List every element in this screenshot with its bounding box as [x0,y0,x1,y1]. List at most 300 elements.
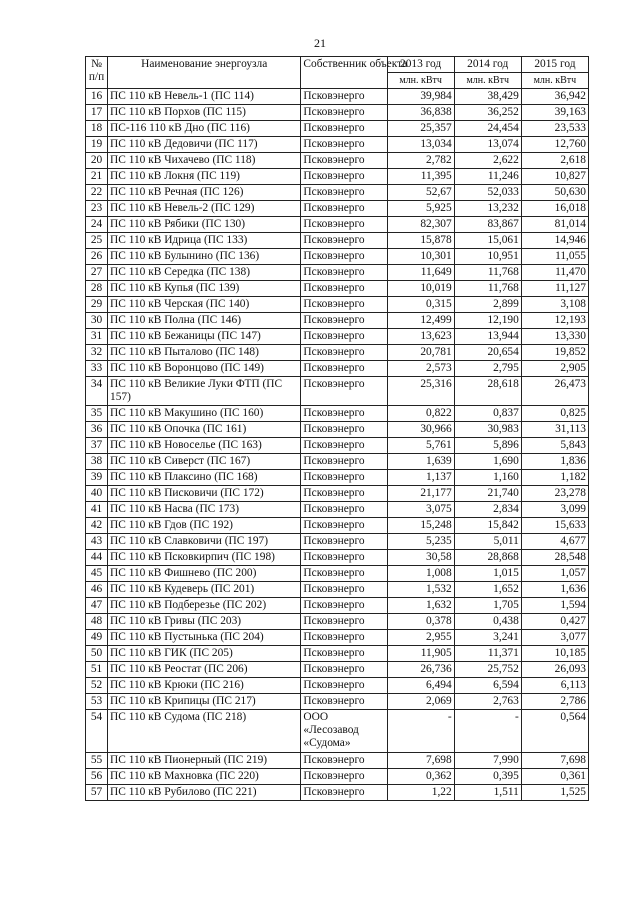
row-number: 37 [86,438,108,454]
table-row [86,710,589,753]
table-row [86,345,589,361]
value-2013: 5,761 [387,438,454,454]
substation-name: ПС 110 кВ Реостат (ПС 206) [108,662,301,678]
value-2013: 11,905 [387,646,454,662]
table-row [86,582,589,598]
table-row [86,377,589,406]
value-2013: 12,499 [387,313,454,329]
owner-name: Псковэнерго [301,169,387,185]
table-row [86,329,589,345]
table-row [86,502,589,518]
table-row [86,486,589,502]
row-number: 23 [86,201,108,217]
table-row [86,297,589,313]
value-2014: 2,899 [454,297,521,313]
value-2013: 1,22 [387,785,454,801]
value-2014: 6,594 [454,678,521,694]
value-2014: 13,074 [454,137,521,153]
owner-name: Псковэнерго [301,345,387,361]
substation-name: ПС 110 кВ Порхов (ПС 115) [108,105,301,121]
substation-name: ПС 110 кВ Славковичи (ПС 197) [108,534,301,550]
table-row [86,169,589,185]
value-2014: 11,768 [454,281,521,297]
value-2014: 1,690 [454,454,521,470]
substation-name: ПС 110 кВ Судома (ПС 218) [108,710,301,753]
substation-name: ПС 110 кВ Опочка (ПС 161) [108,422,301,438]
substation-name: ПС-116 110 кВ Дно (ПС 116) [108,121,301,137]
header-unit-2013: млн. кВтч [387,73,454,89]
value-2013: 21,177 [387,486,454,502]
value-2013: 3,075 [387,502,454,518]
value-2013: 15,878 [387,233,454,249]
table-row [86,470,589,486]
table-row [86,406,589,422]
header-name: Наименование энергоузла [108,57,301,89]
table-row [86,153,589,169]
value-2013: 2,782 [387,153,454,169]
value-2015: 1,057 [521,566,588,582]
substation-name: ПС 110 кВ Рябики (ПС 130) [108,217,301,233]
value-2013: 25,357 [387,121,454,137]
value-2015: 16,018 [521,201,588,217]
table-row [86,422,589,438]
value-2015: 12,193 [521,313,588,329]
row-number: 33 [86,361,108,377]
row-number: 19 [86,137,108,153]
owner-name: Псковэнерго [301,769,387,785]
value-2014: 1,652 [454,582,521,598]
substation-name: ПС 110 кВ Купья (ПС 139) [108,281,301,297]
value-2013: 0,822 [387,406,454,422]
substation-name: ПС 110 кВ Плаксино (ПС 168) [108,470,301,486]
owner-name: Псковэнерго [301,694,387,710]
substation-name: ПС 110 кВ Сиверст (ПС 167) [108,454,301,470]
table-row [86,201,589,217]
page-number: 21 [314,36,326,50]
value-2014: 52,033 [454,185,521,201]
value-2014: 21,740 [454,486,521,502]
owner-name: Псковэнерго [301,566,387,582]
owner-name: Псковэнерго [301,470,387,486]
value-2014: 1,511 [454,785,521,801]
value-2014: 20,654 [454,345,521,361]
value-2015: 5,843 [521,438,588,454]
row-number: 27 [86,265,108,281]
row-number: 28 [86,281,108,297]
substation-name: ПС 110 кВ Воронцово (ПС 149) [108,361,301,377]
row-number: 18 [86,121,108,137]
substation-name: ПС 110 кВ Гривы (ПС 203) [108,614,301,630]
value-2013: 0,378 [387,614,454,630]
value-2015: 26,093 [521,662,588,678]
table-row [86,769,589,785]
substation-name: ПС 110 кВ Писковичи (ПС 172) [108,486,301,502]
value-2015: 23,278 [521,486,588,502]
owner-name: Псковэнерго [301,598,387,614]
row-number: 51 [86,662,108,678]
value-2014: 12,190 [454,313,521,329]
owner-name: Псковэнерго [301,361,387,377]
value-2013: 30,966 [387,422,454,438]
table-row [86,614,589,630]
row-number: 20 [86,153,108,169]
row-number: 29 [86,297,108,313]
row-number: 48 [86,614,108,630]
owner-name: Псковэнерго [301,454,387,470]
owner-name: Псковэнерго [301,630,387,646]
value-2015: 3,108 [521,297,588,313]
value-2013: 2,069 [387,694,454,710]
table-row [86,121,589,137]
substation-name: ПС 110 кВ Черская (ПС 140) [108,297,301,313]
substation-name: ПС 110 кВ Невель-1 (ПС 114) [108,89,301,105]
row-number: 30 [86,313,108,329]
energy-table [85,56,589,801]
substation-name: ПС 110 кВ Дедовичи (ПС 117) [108,137,301,153]
substation-name: ПС 110 кВ Речная (ПС 126) [108,185,301,201]
table-row [86,550,589,566]
table-row [86,646,589,662]
value-2013: 13,623 [387,329,454,345]
substation-name: ПС 110 кВ Полна (ПС 146) [108,313,301,329]
header-owner: Собственник объекта [301,57,387,89]
substation-name: ПС 110 кВ Псковкирпич (ПС 198) [108,550,301,566]
table-row [86,438,589,454]
value-2014: 15,061 [454,233,521,249]
owner-name: Псковэнерго [301,281,387,297]
substation-name: ПС 110 кВ Великие Луки ФТП (ПС 157) [108,377,301,406]
substation-name: ПС 110 кВ Фишнево (ПС 200) [108,566,301,582]
value-2013: 52,67 [387,185,454,201]
value-2014: 1,705 [454,598,521,614]
value-2015: 3,077 [521,630,588,646]
value-2015: 13,330 [521,329,588,345]
value-2013: 2,955 [387,630,454,646]
header-unit-2014: млн. кВтч [454,73,521,89]
row-number: 36 [86,422,108,438]
value-2013: 10,301 [387,249,454,265]
value-2014: 28,618 [454,377,521,406]
substation-name: ПС 110 кВ Макушино (ПС 160) [108,406,301,422]
substation-name: ПС 110 кВ Гдов (ПС 192) [108,518,301,534]
substation-name: ПС 110 кВ Чихачево (ПС 118) [108,153,301,169]
value-2014: 5,896 [454,438,521,454]
value-2015: 1,836 [521,454,588,470]
value-2015: 2,618 [521,153,588,169]
value-2014: 30,983 [454,422,521,438]
header-row [86,57,589,73]
substation-name: ПС 110 кВ Махновка (ПС 220) [108,769,301,785]
row-number: 54 [86,710,108,753]
value-2014: 0,395 [454,769,521,785]
value-2014: 0,837 [454,406,521,422]
owner-name: Псковэнерго [301,785,387,801]
owner-name: Псковэнерго [301,753,387,769]
value-2013: 10,019 [387,281,454,297]
owner-name: ООО «Лесозавод «Судома» [301,710,387,753]
value-2015: 2,786 [521,694,588,710]
value-2015: 7,698 [521,753,588,769]
value-2015: 31,113 [521,422,588,438]
owner-name: Псковэнерго [301,185,387,201]
row-number: 46 [86,582,108,598]
value-2014: 11,246 [454,169,521,185]
substation-name: ПС 110 кВ Подберезье (ПС 202) [108,598,301,614]
value-2013: 0,362 [387,769,454,785]
owner-name: Псковэнерго [301,582,387,598]
value-2014: 36,252 [454,105,521,121]
value-2013: 7,698 [387,753,454,769]
value-2015: 2,905 [521,361,588,377]
header-2014: 2014 год [454,57,521,73]
owner-name: Псковэнерго [301,201,387,217]
table-row [86,281,589,297]
value-2013: 2,573 [387,361,454,377]
table-row [86,233,589,249]
value-2014: 7,990 [454,753,521,769]
value-2014: 83,867 [454,217,521,233]
row-number: 38 [86,454,108,470]
value-2015: 0,564 [521,710,588,753]
value-2013: 36,838 [387,105,454,121]
value-2013: 1,008 [387,566,454,582]
value-2015: 1,594 [521,598,588,614]
value-2013: 0,315 [387,297,454,313]
substation-name: ПС 110 кВ Невель-2 (ПС 129) [108,201,301,217]
row-number: 17 [86,105,108,121]
value-2013: 1,639 [387,454,454,470]
owner-name: Псковэнерго [301,217,387,233]
value-2015: 1,182 [521,470,588,486]
value-2015: 39,163 [521,105,588,121]
value-2014: 10,951 [454,249,521,265]
row-number: 47 [86,598,108,614]
value-2013: 25,316 [387,377,454,406]
owner-name: Псковэнерго [301,406,387,422]
row-number: 57 [86,785,108,801]
value-2013: 1,632 [387,598,454,614]
header-unit-2015: млн. кВтч [521,73,588,89]
value-2015: 26,473 [521,377,588,406]
row-number: 31 [86,329,108,345]
value-2014: 28,868 [454,550,521,566]
owner-name: Псковэнерго [301,121,387,137]
row-number: 55 [86,753,108,769]
value-2015: 11,470 [521,265,588,281]
owner-name: Псковэнерго [301,329,387,345]
value-2013: 20,781 [387,345,454,361]
row-number: 26 [86,249,108,265]
value-2015: 4,677 [521,534,588,550]
value-2014: 2,834 [454,502,521,518]
value-2013: - [387,710,454,753]
owner-name: Псковэнерго [301,233,387,249]
row-number: 50 [86,646,108,662]
owner-name: Псковэнерго [301,678,387,694]
owner-name: Псковэнерго [301,153,387,169]
row-number: 39 [86,470,108,486]
owner-name: Псковэнерго [301,137,387,153]
table-row [86,105,589,121]
value-2014: 3,241 [454,630,521,646]
owner-name: Псковэнерго [301,486,387,502]
value-2015: 10,185 [521,646,588,662]
table-row [86,518,589,534]
value-2015: 19,852 [521,345,588,361]
table-row [86,454,589,470]
value-2013: 5,925 [387,201,454,217]
value-2013: 30,58 [387,550,454,566]
substation-name: ПС 110 кВ ГИК (ПС 205) [108,646,301,662]
substation-name: ПС 110 кВ Кудеверь (ПС 201) [108,582,301,598]
row-number: 22 [86,185,108,201]
value-2013: 11,649 [387,265,454,281]
value-2014: 5,011 [454,534,521,550]
row-number: 52 [86,678,108,694]
value-2015: 1,525 [521,785,588,801]
substation-name: ПС 110 кВ Крипицы (ПС 217) [108,694,301,710]
value-2015: 11,127 [521,281,588,297]
table-row [86,89,589,105]
value-2013: 15,248 [387,518,454,534]
value-2014: 24,454 [454,121,521,137]
table-row [86,630,589,646]
table-row [86,785,589,801]
value-2013: 6,494 [387,678,454,694]
value-2013: 26,736 [387,662,454,678]
table-row [86,662,589,678]
value-2015: 11,055 [521,249,588,265]
header-num-bottom: п/п [88,71,105,83]
value-2015: 23,533 [521,121,588,137]
row-number: 40 [86,486,108,502]
substation-name: ПС 110 кВ Бежаницы (ПС 147) [108,329,301,345]
table-row [86,137,589,153]
row-number: 49 [86,630,108,646]
owner-name: Псковэнерго [301,377,387,406]
value-2015: 0,361 [521,769,588,785]
substation-name: ПС 110 кВ Пустынька (ПС 204) [108,630,301,646]
row-number: 44 [86,550,108,566]
row-number: 25 [86,233,108,249]
table-row [86,265,589,281]
row-number: 21 [86,169,108,185]
owner-name: Псковэнерго [301,550,387,566]
row-number: 42 [86,518,108,534]
value-2015: 81,014 [521,217,588,233]
owner-name: Псковэнерго [301,249,387,265]
owner-name: Псковэнерго [301,518,387,534]
substation-name: ПС 110 кВ Локня (ПС 119) [108,169,301,185]
row-number: 53 [86,694,108,710]
substation-name: ПС 110 кВ Середка (ПС 138) [108,265,301,281]
owner-name: Псковэнерго [301,313,387,329]
table-row [86,566,589,582]
substation-name: ПС 110 кВ Рубилово (ПС 221) [108,785,301,801]
owner-name: Псковэнерго [301,534,387,550]
substation-name: ПС 110 кВ Идрица (ПС 133) [108,233,301,249]
table-row [86,694,589,710]
table-row [86,534,589,550]
row-number: 34 [86,377,108,406]
substation-name: ПС 110 кВ Насва (ПС 173) [108,502,301,518]
owner-name: Псковэнерго [301,422,387,438]
table-row [86,217,589,233]
value-2014: 2,622 [454,153,521,169]
value-2014: - [454,710,521,753]
value-2014: 25,752 [454,662,521,678]
row-number: 56 [86,769,108,785]
row-number: 16 [86,89,108,105]
value-2015: 1,636 [521,582,588,598]
value-2015: 6,113 [521,678,588,694]
owner-name: Псковэнерго [301,646,387,662]
value-2015: 15,633 [521,518,588,534]
value-2014: 13,232 [454,201,521,217]
owner-name: Псковэнерго [301,662,387,678]
owner-name: Псковэнерго [301,438,387,454]
value-2013: 39,984 [387,89,454,105]
owner-name: Псковэнерго [301,614,387,630]
substation-name: ПС 110 кВ Новоселье (ПС 163) [108,438,301,454]
table-row [86,598,589,614]
table-row [86,678,589,694]
substation-name: ПС 110 кВ Крюки (ПС 216) [108,678,301,694]
owner-name: Псковэнерго [301,89,387,105]
table-row [86,313,589,329]
row-number: 35 [86,406,108,422]
row-number: 41 [86,502,108,518]
value-2013: 1,532 [387,582,454,598]
value-2014: 11,768 [454,265,521,281]
value-2014: 38,429 [454,89,521,105]
value-2015: 36,942 [521,89,588,105]
table-body [86,89,589,801]
value-2014: 0,438 [454,614,521,630]
value-2015: 0,427 [521,614,588,630]
header-2013: 2013 год [387,57,454,73]
value-2015: 0,825 [521,406,588,422]
value-2013: 82,307 [387,217,454,233]
row-number: 32 [86,345,108,361]
value-2015: 50,630 [521,185,588,201]
row-number: 24 [86,217,108,233]
owner-name: Псковэнерго [301,265,387,281]
value-2015: 28,548 [521,550,588,566]
substation-name: ПС 110 кВ Булынино (ПС 136) [108,249,301,265]
value-2014: 1,015 [454,566,521,582]
owner-name: Псковэнерго [301,502,387,518]
value-2014: 15,842 [454,518,521,534]
value-2013: 1,137 [387,470,454,486]
value-2013: 13,034 [387,137,454,153]
value-2013: 5,235 [387,534,454,550]
table-row [86,249,589,265]
substation-name: ПС 110 кВ Пыталово (ПС 148) [108,345,301,361]
value-2014: 11,371 [454,646,521,662]
value-2013: 11,395 [387,169,454,185]
value-2015: 12,760 [521,137,588,153]
table-row [86,753,589,769]
value-2014: 2,795 [454,361,521,377]
value-2014: 13,944 [454,329,521,345]
owner-name: Псковэнерго [301,105,387,121]
table-row [86,361,589,377]
header-2015: 2015 год [521,57,588,73]
value-2015: 3,099 [521,502,588,518]
row-number: 45 [86,566,108,582]
header-num [86,57,108,89]
